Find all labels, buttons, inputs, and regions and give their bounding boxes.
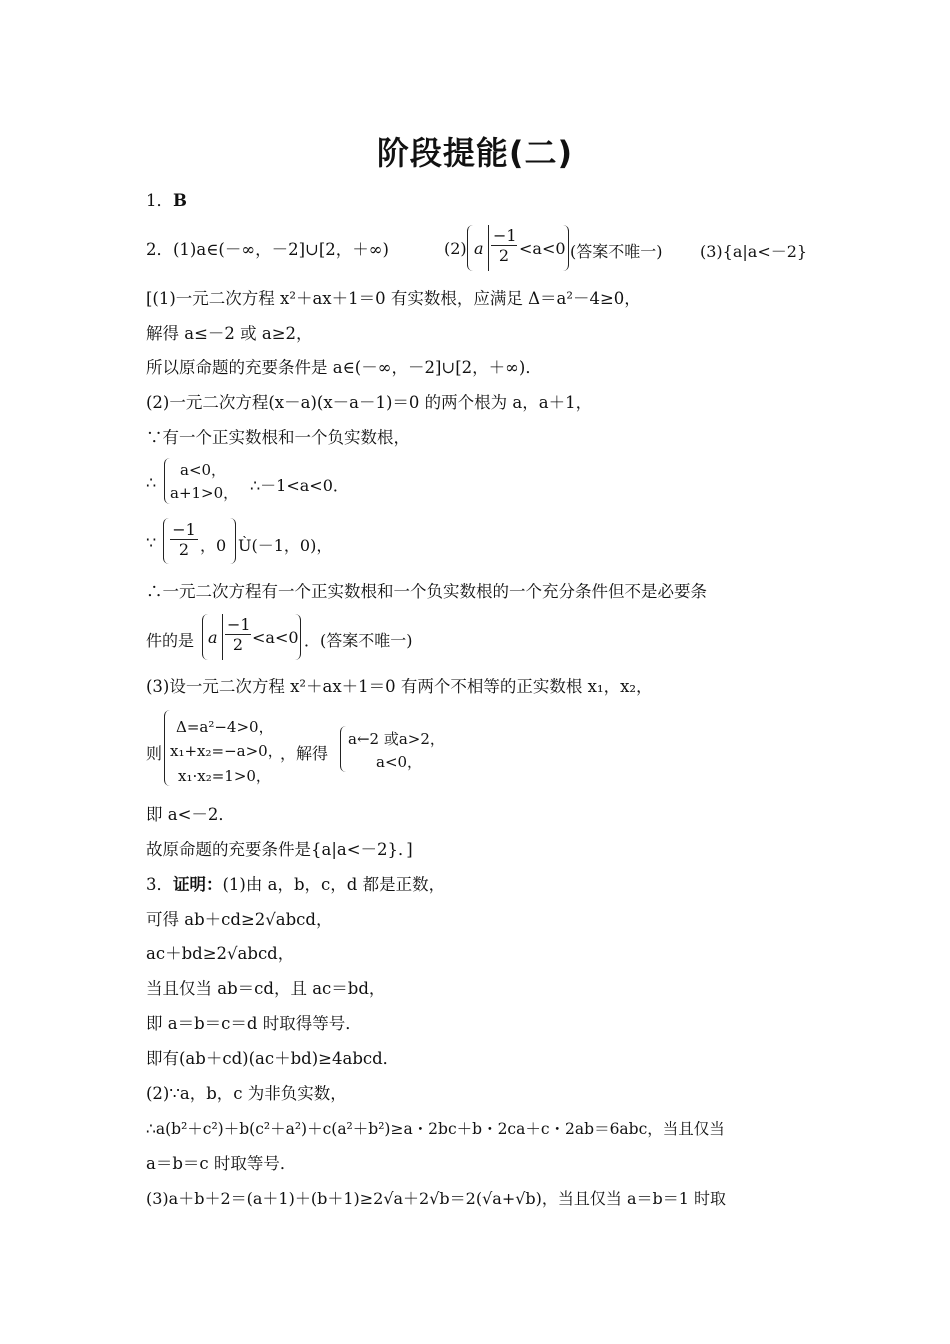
q2-ans2-cond: <a<0 (519, 239, 566, 258)
q2-ans2-frac-num: −1 (493, 226, 517, 245)
page-title: 阶段提能(二) (376, 134, 574, 172)
q2-sys1-result: ∴－1<a<0． (250, 476, 349, 495)
q2-sys3-line1: a←2 或a>2， (348, 730, 445, 748)
q2-para-9: (3)设一元二次方程 x²＋ax＋1＝0 有两个不相等的正实数根 x₁，x₂， (146, 677, 653, 696)
q2-p8-cond: <a<0 (252, 628, 299, 647)
q2-para-11: 故原命题的充要条件是{a|a<－2}．] (146, 840, 413, 859)
q3-para-5: 即 a＝b＝c＝d 时取得等号． (146, 1014, 362, 1033)
q2-p6-frac-num: −1 (170, 520, 198, 540)
q3-para-10: (3)a＋b＋2＝(a＋1)＋(b＋1)≥2√a＋2√b＝2(√a+√b)，当且仅当 a＝b＝1 时取 (146, 1189, 727, 1208)
q2-p6-right-paren (228, 518, 236, 564)
q2-ans2-note: (答案不唯一) (570, 242, 663, 261)
q2-ans2-var: a (474, 239, 484, 258)
q2-p6-mid: ，0 (200, 536, 227, 555)
q2-para-1: [(1)一元二次方程 x²＋ax＋1＝0 有实数根，应满足 Δ＝a²－4≥0， (146, 289, 641, 308)
q2-p8-frac-den: 2 (232, 635, 244, 654)
q3-para-2: 可得 ab＋cd≥2√abcd， (146, 910, 333, 929)
q2-sys3-brace (340, 726, 348, 772)
q3-line-1 (146, 874, 445, 896)
q3-para-1: (1)由 a，b，c，d 都是正数， (222, 875, 446, 894)
q2-p6-tail: Ù(－1，0)， (238, 536, 333, 555)
q2-para-3: 所以原命题的充要条件是 a∈(－∞，－2]∪[2，＋∞)． (146, 358, 542, 377)
q2-sys1-line2: a+1>0， (170, 484, 239, 502)
q2-para-4: (2)一元二次方程(x－a)(x－a－1)＝0 的两个根为 a，a＋1， (146, 393, 593, 412)
q2-ans1: (1)a∈(－∞，－2]∪[2，＋∞) (173, 240, 389, 259)
q2-p6-fraction (170, 520, 198, 559)
q2-sys2-prefix: 则 (146, 744, 163, 763)
q3-proof-label: 证明： (173, 875, 223, 894)
q2-p8-tail: ．(答案不唯一) (304, 631, 413, 650)
q1-answer: B (173, 191, 187, 210)
q2-sys2-line1: Δ=a²−4>0， (176, 718, 274, 736)
q2-sys1-line1: a<0， (180, 461, 227, 479)
q2-ans2-bar (488, 225, 489, 271)
q2-para-5: ∵有一个正实数根和一个负实数根， (146, 428, 410, 447)
q3-para-8: ∴a(b²＋c²)＋b(c²＋a²)＋c(a²＋b²)≥a・2bc＋b・2ca＋c・2ab＝6abc，当且仅当 (146, 1120, 725, 1138)
q2-ans2-fraction (491, 226, 517, 265)
q2-ans3: (3){a|a<－2} (700, 242, 808, 261)
q2-p6-because: ∵ (146, 533, 157, 552)
q2-para-2: 解得 a≤－2 或 a≥2， (146, 324, 313, 343)
q2-p8-right-brace (292, 614, 301, 660)
q2-p8-prefix: 件的是 (146, 631, 195, 650)
q2-p8-var: a (208, 628, 218, 647)
q2-number: 2． (146, 240, 173, 259)
q2-ans2-right-brace (560, 225, 569, 271)
q3-para-4: 当且仅当 ab＝cd，且 ac＝bd， (146, 979, 386, 998)
q2-sys2-line2: x₁+x₂=−a>0， (170, 742, 283, 760)
q2-p8-frac-num: −1 (227, 615, 251, 634)
q3-para-3: ac＋bd≥2√abcd， (146, 944, 295, 963)
q3-para-7: (2)∵a，b，c 为非负实数， (146, 1084, 347, 1103)
q2-sys1-therefore: ∴ (146, 473, 157, 492)
q3-number: 3． (146, 875, 173, 894)
q2-sys3-line2: a<0， (376, 753, 423, 771)
q2-para-10: 即 a<－2． (146, 805, 235, 824)
q1-line (146, 190, 187, 212)
q2-answer-part1 (146, 239, 389, 261)
q3-para-9: a＝b＝c 时取等号． (146, 1154, 297, 1173)
q2-para-7: ∴一元二次方程有一个正实数根和一个负实数根的一个充分条件但不是必要条 (146, 582, 707, 601)
q2-sys2-line3: x₁·x₂=1>0， (178, 767, 271, 785)
q3-para-6: 即有(ab＋cd)(ac＋bd)≥4abcd． (146, 1049, 400, 1068)
q2-p8-bar (222, 614, 223, 660)
q1-number: 1． (146, 191, 173, 210)
q2-p6-frac-den: 2 (178, 540, 190, 559)
q2-p8-fraction (225, 615, 251, 654)
q2-sys2-mid: ，解得 (280, 744, 329, 763)
q2-ans2-frac-den: 2 (498, 246, 510, 265)
q2-ans2-prefix: (2) (444, 239, 467, 258)
